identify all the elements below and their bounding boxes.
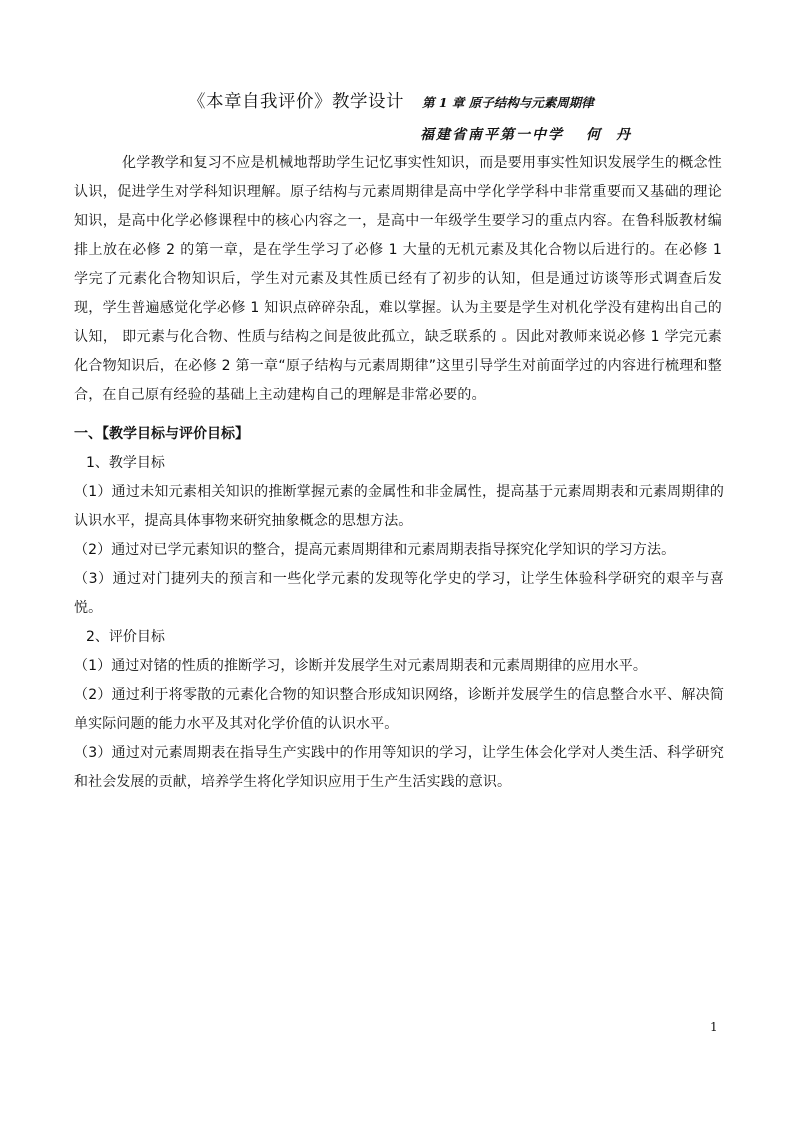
section-heading: 一、【教学目标与评价目标】 [74,426,249,442]
document-title: 《本章自我评价》教学设计 [188,92,404,112]
teaching-goals-title: 1、教学目标 [86,455,165,471]
evaluation-goal-3: （3）通过对元素周期表在指导生产实践中的作用等知识的学习，让学生体会化学对人类生活、科学研究和社会发展的贡献，培养学生将化学知识应用于生产生活实践的意识。 [74,745,724,790]
evaluation-goal-1: （1）通过对锗的性质的推断学习，诊断并发展学生对元素周期表和元素周期律的应用水平。 [74,658,648,674]
intro-paragraph: 化学教学和复习不应是机械地帮助学生记忆事实性知识，而是要用事实性知识发展学生的概念性认识，促进学生对学科知识理解。原子结构与元素周期律是高中学化学学科中非常重要而又基础的理论知识，是高中化学必修课程中的核心内容之一，是高中一年级学生要学习的重点内容。在鲁科版教材编排上放在必修 2 的第一章，是在学生学习了必修 1 大量的无机元素及其化合物以后进行的。在必修 1 学完了元素化合物知识后，学生对元素及其性质已经有了初步的认知，但是通过访谈等形式调查后发现，学生普遍感觉化学必修 1 知识点碎碎杂乱，难以掌握。认为主要是学生对机化学没有建构出自己的认知， 即元素与化合物、性质与结构之间是彼此孤立，缺乏联系的 。因此对教师来说必修 1 学完元素化合物知识后，在必修 2 第一章“原子结构与元素周期律”这里引导学生对前面学过的内容进行梳理和整合，在自己原有经验的基础上主动建构自己的理解是非常必要的。 [74,155,722,403]
author-line [420,124,646,144]
teaching-goal-1: （1）通过未知元素相关知识的推断掌握元素的金属性和非金属性，提高基于元素周期表和元素周期律的认识水平，提高具体事物来研究抽象概念的思想方法。 [74,484,724,529]
title-line [188,88,748,113]
evaluation-goals-title: 2、评价目标 [86,629,165,645]
page-number: 1 [710,1020,718,1034]
teaching-goal-3: （3）通过对门捷列夫的预言和一些化学元素的发现等化学史的学习，让学生体验科学研究的艰辛与喜悦。 [74,571,724,616]
chapter-subtitle: 第 1 章 原子结构与元素周期律 [422,95,594,110]
evaluation-goal-2: （2）通过利于将零散的元素化合物的知识整合形成知识网络，诊断并发展学生的信息整合水平、解决简单实际问题的能力水平及其对化学价值的认识水平。 [74,687,724,732]
author-name: 何丹 [586,127,646,143]
teaching-goal-2: （2）通过对已学元素知识的整合，提高元素周期律和元素周期表指导探究化学知识的学习方法。 [74,542,676,558]
school-name: 福建省南平第一中学 [420,127,564,143]
